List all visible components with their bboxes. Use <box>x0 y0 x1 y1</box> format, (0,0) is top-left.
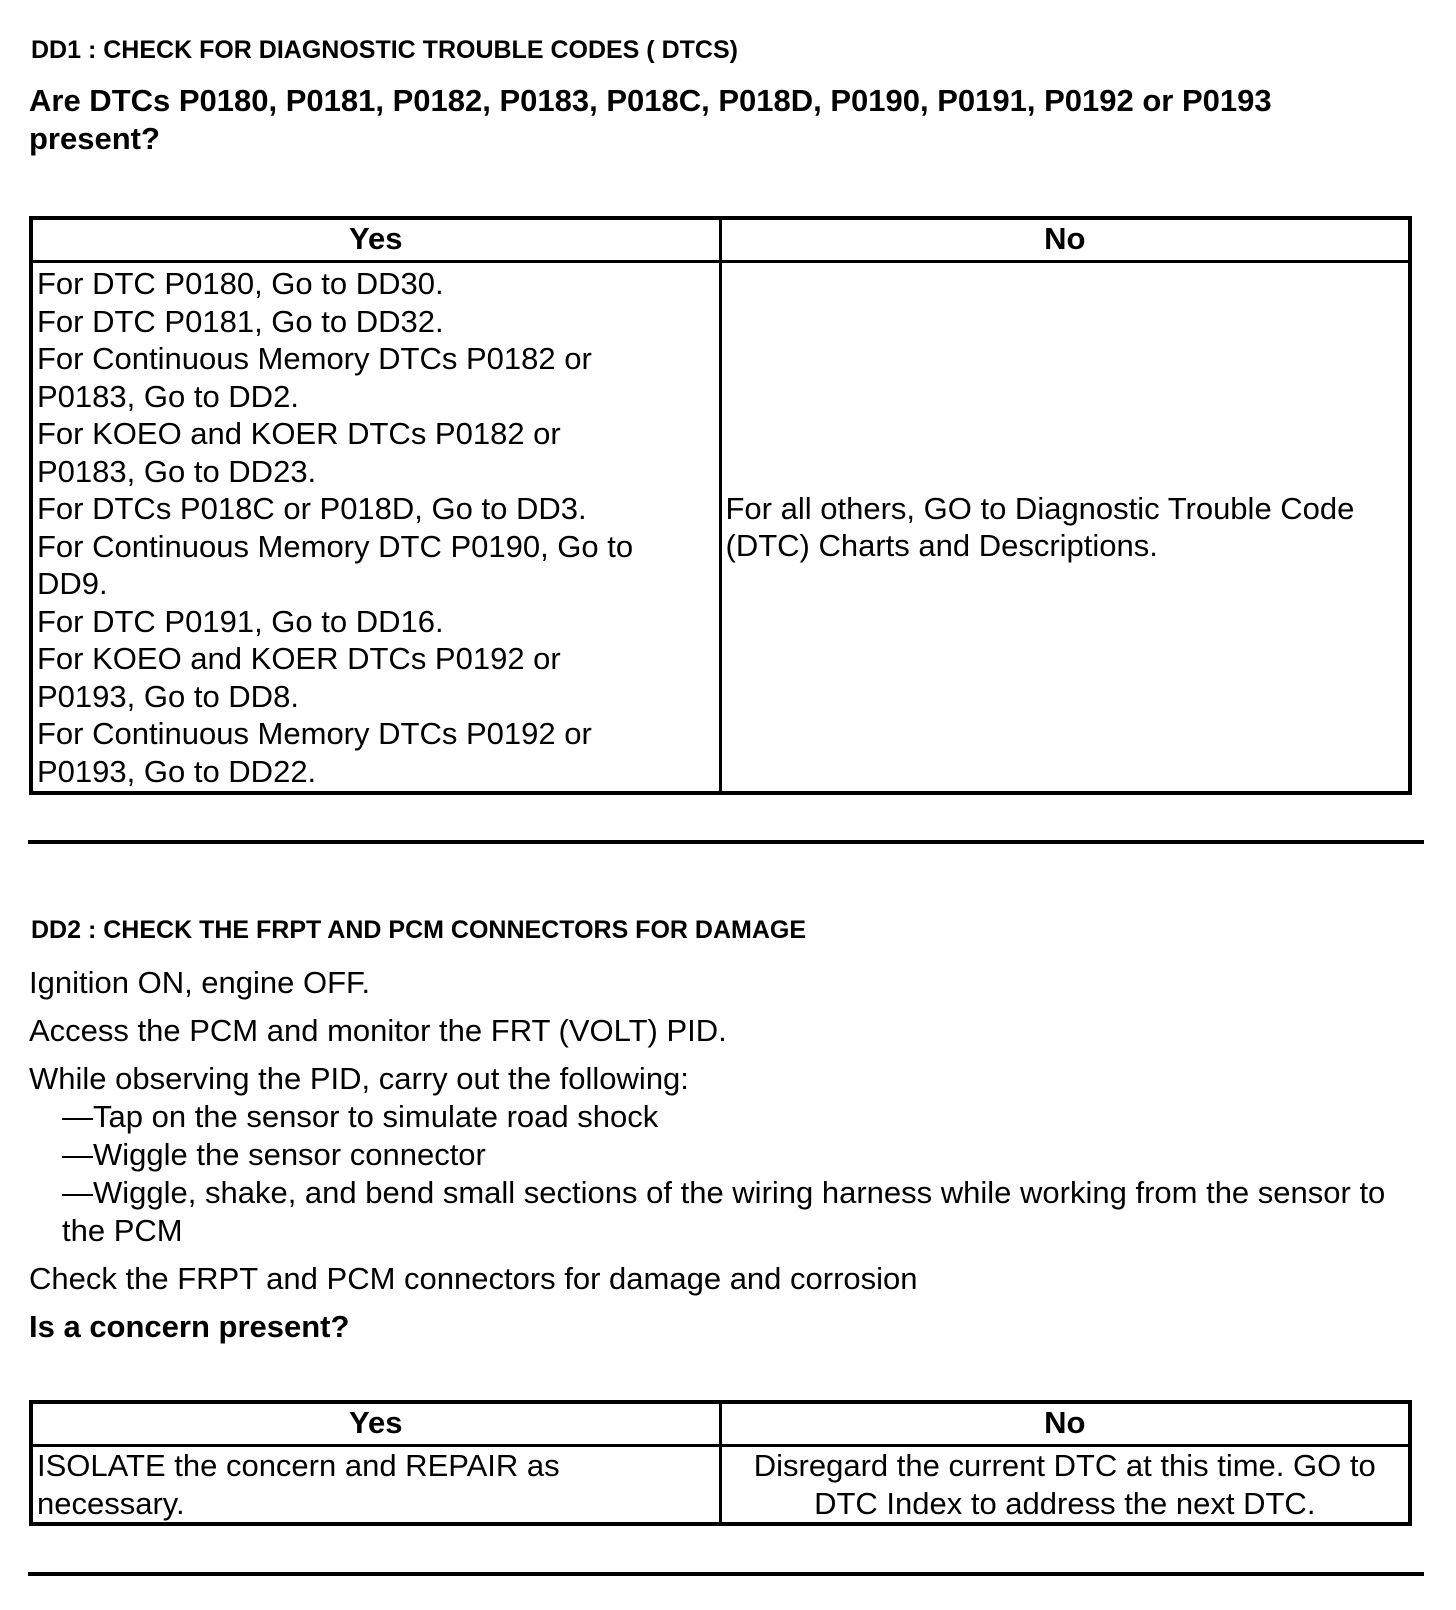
dd1-yes-line: For KOEO and KOER DTCs P0192 or <box>37 641 561 676</box>
dd2-yes-header: Yes <box>31 1402 720 1446</box>
dd2-yes-line: necessary. <box>37 1485 185 1521</box>
dd2-no-cell <box>720 1446 1410 1525</box>
dd1-no-cell <box>720 262 1410 794</box>
dd1-yes-line: For DTC P0180, Go to DD30. <box>37 266 444 301</box>
dd2-yes-cell <box>31 1446 720 1525</box>
dd1-yes-line: P0193, Go to DD8. <box>37 678 299 714</box>
section-divider <box>28 840 1424 844</box>
dd2-table <box>29 1400 1412 1526</box>
dd2-title: DD2 : CHECK THE FRPT AND PCM CONNECTORS FOR DAMAGE <box>31 916 807 944</box>
dd2-step-ignition: Ignition ON, engine OFF. <box>29 965 371 1000</box>
dd1-yes-line: For DTC P0181, Go to DD32. <box>37 303 444 339</box>
section-divider <box>28 1572 1424 1576</box>
dd2-no-header: No <box>720 1402 1410 1446</box>
dd1-yes-line: DD9. <box>37 566 108 601</box>
dd2-no-line: Disregard the current DTC at this time. GO to <box>753 1448 1376 1483</box>
dd1-yes-line: For DTC P0191, Go to DD16. <box>37 603 444 639</box>
dd1-yes-line: P0193, Go to DD22. <box>37 753 317 789</box>
dd1-yes-line: For Continuous Memory DTCs P0182 or <box>37 341 592 376</box>
dd1-yes-line: For Continuous Memory DTC P0190, Go to <box>37 528 634 564</box>
dd2-step-access-pcm: Access the PCM and monitor the FRT (VOLT) PID. <box>29 1013 727 1048</box>
dd1-no-line: For all others, GO to Diagnostic Trouble Code <box>725 490 1355 526</box>
dd1-question: Are DTCs P0180, P0181, P0182, P0183, P018C, P018D, P0190, P0191, P0192 or P0193 present? <box>29 83 1272 156</box>
dd2-bullet: —Tap on the sensor to simulate road shock <box>62 1099 659 1134</box>
dd1-table <box>29 216 1412 795</box>
dd2-step-check-connectors: Check the FRPT and PCM connectors for damage and corrosion <box>29 1261 918 1296</box>
dd2-no-line: DTC Index to address the next DTC. <box>814 1485 1316 1521</box>
dd2-question: Is a concern present? <box>29 1309 350 1344</box>
dd1-yes-line: P0183, Go to DD2. <box>37 378 299 414</box>
dd1-no-header: No <box>720 218 1410 262</box>
dd2-bullet: —Wiggle, shake, and bend small sections of the wiring harness while working from the sensor to the PCM <box>62 1175 1386 1248</box>
dd1-yes-cell <box>31 262 720 794</box>
dd1-yes-header: Yes <box>31 218 720 262</box>
dd1-yes-line: For DTCs P018C or P018D, Go to DD3. <box>37 491 587 526</box>
dd2-yes-line: ISOLATE the concern and REPAIR as <box>37 1448 560 1483</box>
dd1-yes-line: P0183, Go to DD23. <box>37 453 317 489</box>
dd2-step-observe: While observing the PID, carry out the following: <box>29 1061 689 1096</box>
dd1-yes-line: For KOEO and KOER DTCs P0182 or <box>37 416 561 451</box>
dd2-bullet: —Wiggle the sensor connector <box>62 1137 486 1172</box>
dd1-title: DD1 : CHECK FOR DIAGNOSTIC TROUBLE CODES ( DTCS) <box>31 36 738 64</box>
dd1-yes-line: For Continuous Memory DTCs P0192 or <box>37 716 592 751</box>
dd1-no-line: (DTC) Charts and Descriptions. <box>725 528 1158 563</box>
